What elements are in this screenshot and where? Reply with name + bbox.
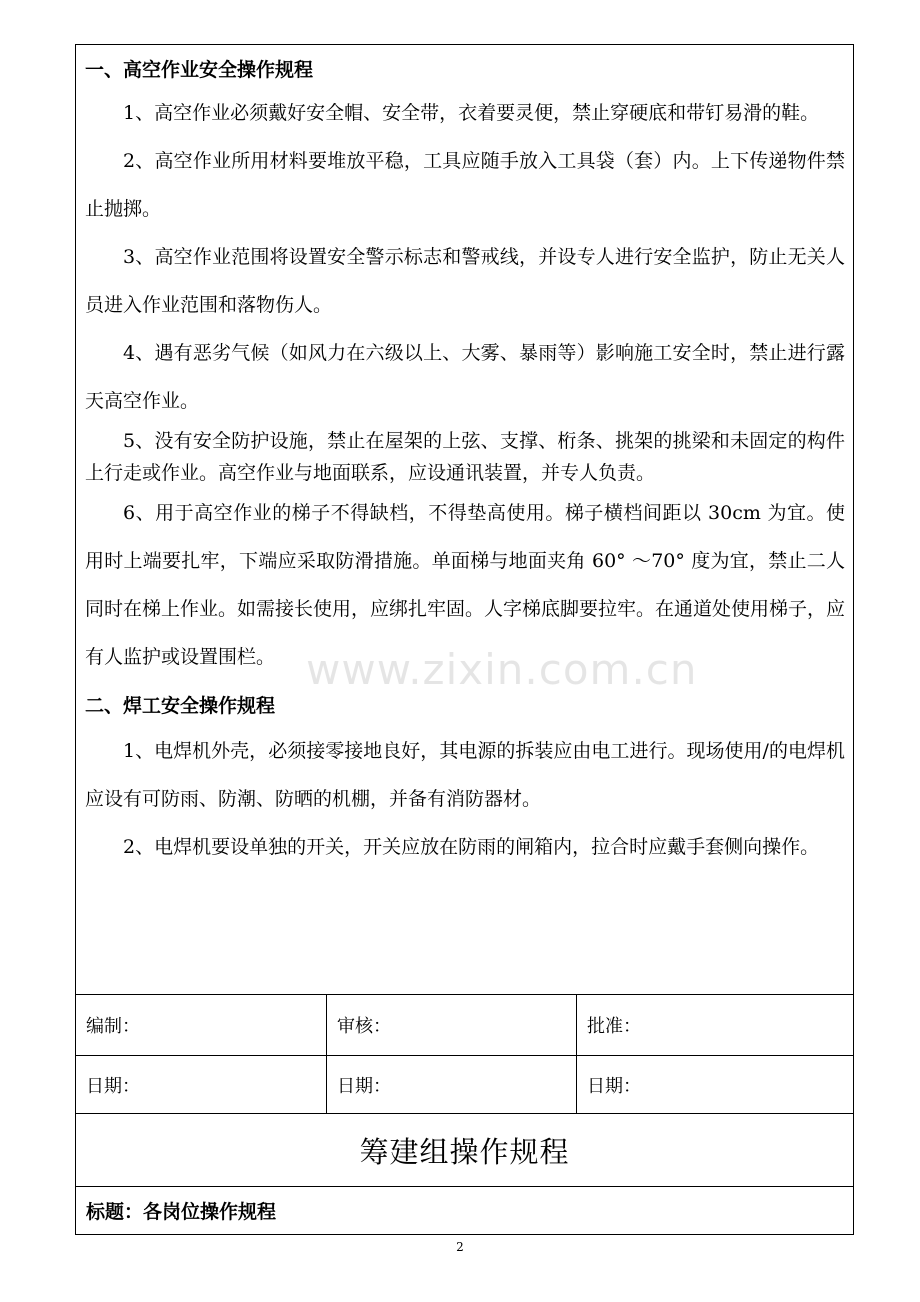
- reviewed-by-cell: 审核：: [326, 995, 576, 1055]
- date-cell-1: 日期：: [86, 1075, 140, 1097]
- document-footer-title: 筹建组操作规程: [76, 1114, 853, 1187]
- date-cell-2: 日期：: [326, 1056, 576, 1113]
- section-2-title: 二、焊工安全操作规程: [85, 695, 276, 717]
- section-1-item-2: 2、高空作业所用材料要堆放平稳，工具应随手放入工具袋（套）内。上下传递物件禁止抛掷。: [85, 150, 845, 220]
- document-table: [75, 44, 854, 1235]
- signoff-row: [76, 995, 853, 1056]
- page-number: 2: [456, 1240, 464, 1254]
- section-1-title: 一、高空作业安全操作规程: [85, 59, 314, 81]
- section-1-item-6: 6、用于高空作业的梯子不得缺档，不得垫高使用。梯子横档间距以 30cm 为宜。使用时上端要扎牢，下端应采取防滑措施。单面梯与地面夹角 60° ～70° 度为宜，禁止二人同时在梯上作业。如需接长使用，应绑扎牢固。人字梯底脚要拉牢。在通道处使用梯子，应有人监护或设置围栏。: [85, 502, 846, 668]
- date-cell-3: 日期：: [576, 1056, 853, 1113]
- section-2-item-2: 2、电焊机要设单独的开关，开关应放在防雨的闸箱内，拉合时应戴手套侧向操作。: [123, 836, 820, 858]
- approved-by-cell: 批准：: [576, 995, 853, 1055]
- compiled-by-cell: 编制：: [86, 1016, 140, 1037]
- watermark: www.zixin.com.cn: [306, 645, 698, 694]
- section-1-item-3: 3、高空作业范围将设置安全警示标志和警戒线，并设专人进行安全监护，防止无关人员进入作业范围和落物伤人。: [85, 246, 845, 316]
- section-1-item-5: 5、没有安全防护设施，禁止在屋架的上弦、支撑、桁条、挑架的挑梁和未固定的构件上行走或作业。高空作业与地面联系，应设通讯装置，并专人负责。: [85, 430, 845, 484]
- document-subject: 标题：各岗位操作规程: [86, 1201, 277, 1223]
- content-cell: [76, 45, 853, 995]
- date-row: [76, 1056, 853, 1114]
- section-1-item-1: 1、高空作业必须戴好安全帽、安全带，衣着要灵便，禁止穿硬底和带钉易滑的鞋。: [123, 102, 820, 124]
- section-1-item-4: 4、遇有恶劣气候（如风力在六级以上、大雾、暴雨等）影响施工安全时，禁止进行露天高空作业。: [85, 342, 845, 412]
- section-2-item-1: 1、电焊机外壳，必须接零接地良好，其电源的拆装应由电工进行。现场使用/的电焊机应设有可防雨、防潮、防晒的机棚，并备有消防器材。: [85, 740, 845, 810]
